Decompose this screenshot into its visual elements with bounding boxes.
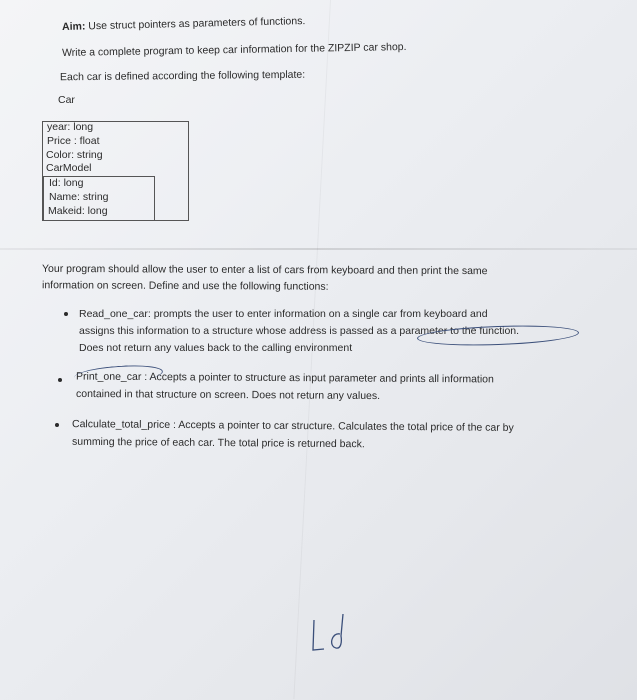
- page-fold: [0, 248, 637, 250]
- bullet-2: [58, 378, 62, 382]
- program-line-1: Your program should allow the user to enter a list of cars from keyboard and then print the same: [41, 262, 488, 278]
- field-color: Color: string: [46, 149, 103, 161]
- field-price: Price : float: [47, 135, 100, 147]
- read-one-car-line-1: Read_one_car: prompts the user to enter information on a single car from keyboard and: [79, 308, 488, 320]
- intro-line-2: Each car is defined according the following template:: [59, 68, 306, 84]
- aim-text: Use struct pointers as parameters of functions.: [85, 15, 306, 33]
- intro-line-1: Write a complete program to keep car information for the ZIPZIP car shop.: [61, 40, 407, 60]
- model-field-id: Id: long: [49, 177, 84, 189]
- aim-label: Aim:: [61, 20, 86, 33]
- program-line-2: information on screen. Define and use the following functions:: [41, 279, 329, 293]
- read-one-car-line-2: assigns this information to a structure whose address is passed as a parameter to the function.: [79, 325, 520, 337]
- bullet-3: [55, 423, 59, 427]
- handwritten-mark: [310, 612, 350, 658]
- print-one-car-line-1: Print_one_car : Accepts a pointer to structure as input parameter and prints all information: [75, 370, 494, 386]
- car-label: Car: [58, 94, 75, 106]
- read-one-car-line-3: Does not return any values back to the calling environment: [79, 342, 353, 354]
- aim-line: [62, 15, 306, 33]
- model-field-makeid: Makeid: long: [48, 205, 108, 217]
- print-one-car-line-2: contained in that structure on screen. Does not return any values.: [75, 387, 381, 403]
- calculate-total-price-line-1: Calculate_total_price : Accepts a pointer to car structure. Calculates the total price of the car by: [71, 418, 514, 434]
- bullet-1: [64, 312, 68, 316]
- calculate-total-price-line-2: summing the price of each car. The total price is returned back.: [71, 435, 365, 451]
- field-carmodel: CarModel: [46, 162, 92, 174]
- field-year: year: long: [47, 121, 94, 133]
- model-field-name: Name: string: [49, 191, 109, 203]
